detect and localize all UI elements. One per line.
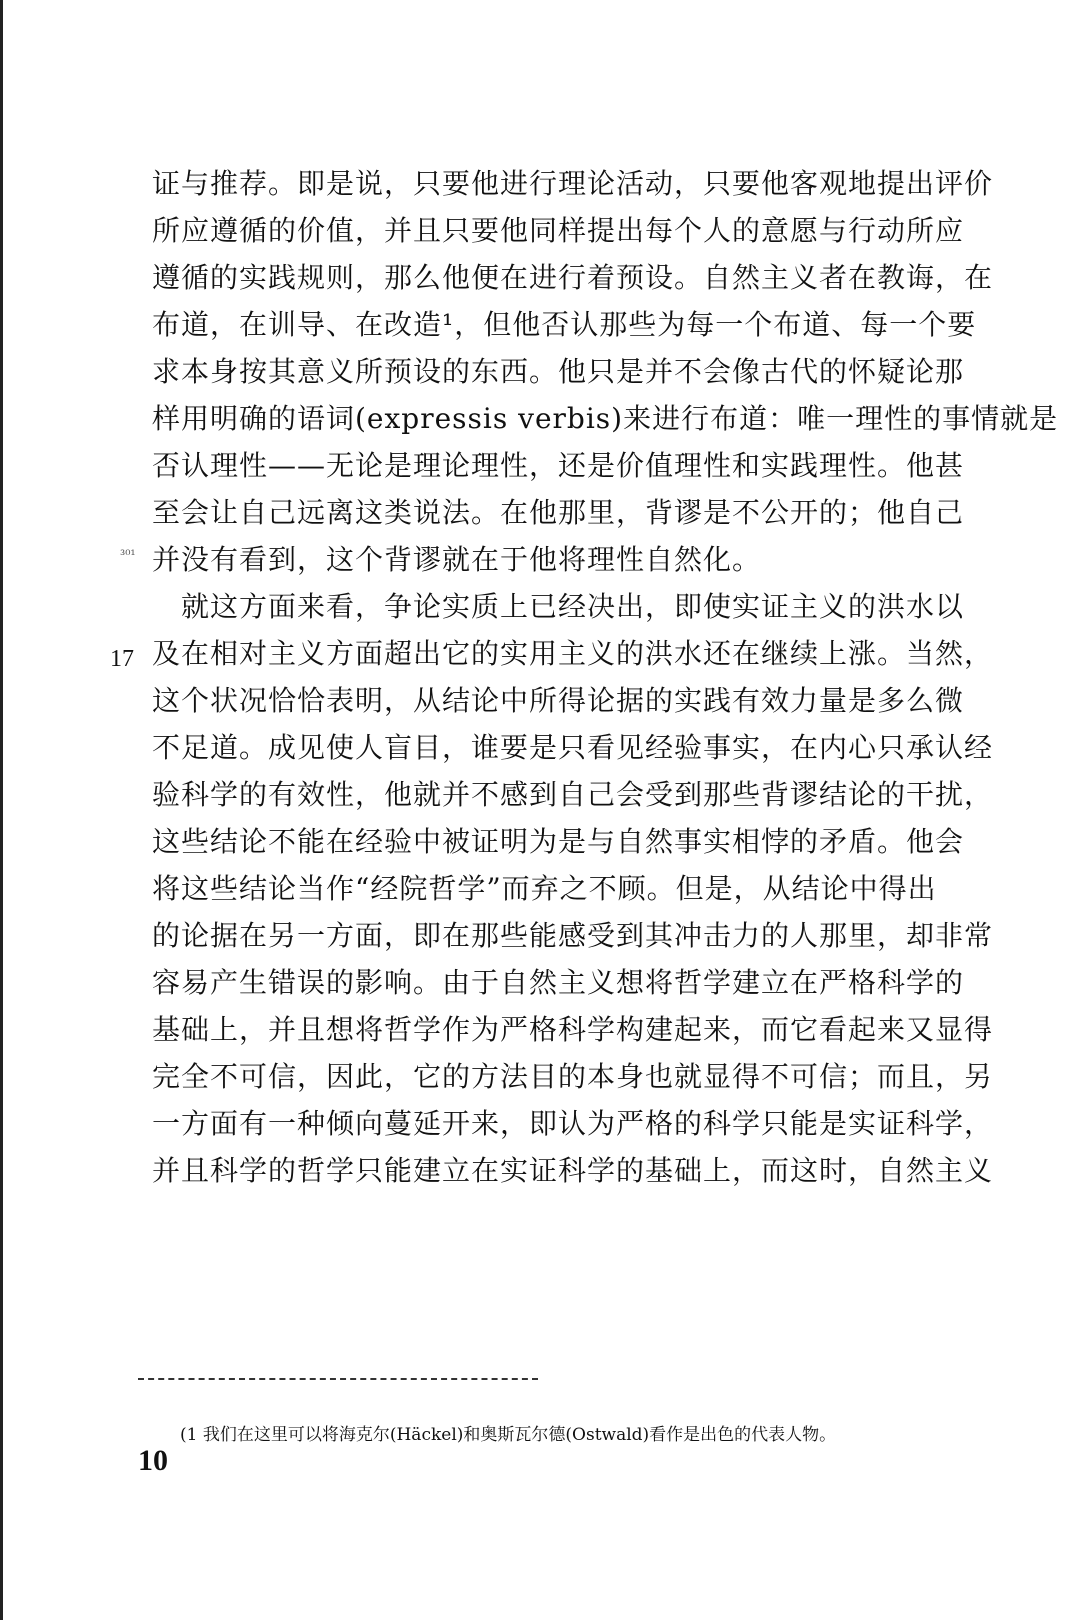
text-line: 的论据在另一方面，即在那些能感受到其冲击力的人那里，却非常 [152,919,994,952]
text-line: 遵循的实践规则，那么他便在进行着预设。自然主义者在教诲，在 [152,261,994,294]
text-line: 这个状况恰恰表明，从结论中所得论据的实践有效力量是多么微 [152,684,965,717]
text-line: 否认理性——无论是理论理性，还是价值理性和实践理性。他甚 [152,449,965,482]
text-line: 并且科学的哲学只能建立在实证科学的基础上，而这时，自然主义 [152,1154,994,1187]
text-line: 所应遵循的价值，并且只要他同样提出每个人的意愿与行动所应 [152,214,965,247]
text-line: 一方面有一种倾向蔓延开来，即认为严格的科学只能是实证科学， [152,1107,994,1140]
text-line: 这些结论不能在经验中被证明为是与自然事实相悖的矛盾。他会 [152,825,965,858]
footnote-divider [138,1378,538,1380]
text-line: 布道，在训导、在改造¹，但他否认那些为每一个布道、每一个要 [152,308,977,341]
page-edge-rule [0,0,3,1620]
section-number: 17 [110,646,134,672]
margin-mark: ³⁰¹ [120,548,136,563]
text-line: 证与推荐。即是说，只要他进行理论活动，只要他客观地提出评价 [152,167,994,200]
text-line: 并没有看到，这个背谬就在于他将理性自然化。 [152,543,762,576]
text-line: 至会让自己远离这类说法。在他那里，背谬是不公开的；他自己 [152,496,965,529]
text-line: 基础上，并且想将哲学作为严格科学构建起来，而它看起来又显得 [152,1013,994,1046]
text-line: 验科学的有效性，他就并不感到自己会受到那些背谬结论的干扰， [152,778,994,811]
body-text [152,160,1059,1194]
page-number: 10 [138,1444,168,1477]
text-line: 容易产生错误的影响。由于自然主义想将哲学建立在严格科学的 [152,966,965,999]
text-line: 完全不可信，因此，它的方法目的本身也就显得不可信；而且，另 [152,1060,994,1093]
text-line: 将这些结论当作“经院哲学”而弃之不顾。但是，从结论中得出 [152,872,937,905]
text-line: 就这方面来看，争论实质上已经决出，即使实证主义的洪水以 [152,590,965,623]
text-line: 不足道。成见使人盲目，谁要是只看见经验事实，在内心只承认经 [152,731,994,764]
text-line: 样用明确的语词(expressis verbis)来进行布道：唯一理性的事情就是 [152,402,1059,435]
text-line: 及在相对主义方面超出它的实用主义的洪水还在继续上涨。当然， [152,637,994,670]
footnote: (1 我们在这里可以将海克尔(Häckel)和奥斯瓦尔德(Ostwald)看作是出色的代表人物。 [180,1425,837,1445]
text-line: 求本身按其意义所预设的东西。他只是并不会像古代的怀疑论那 [152,355,965,388]
